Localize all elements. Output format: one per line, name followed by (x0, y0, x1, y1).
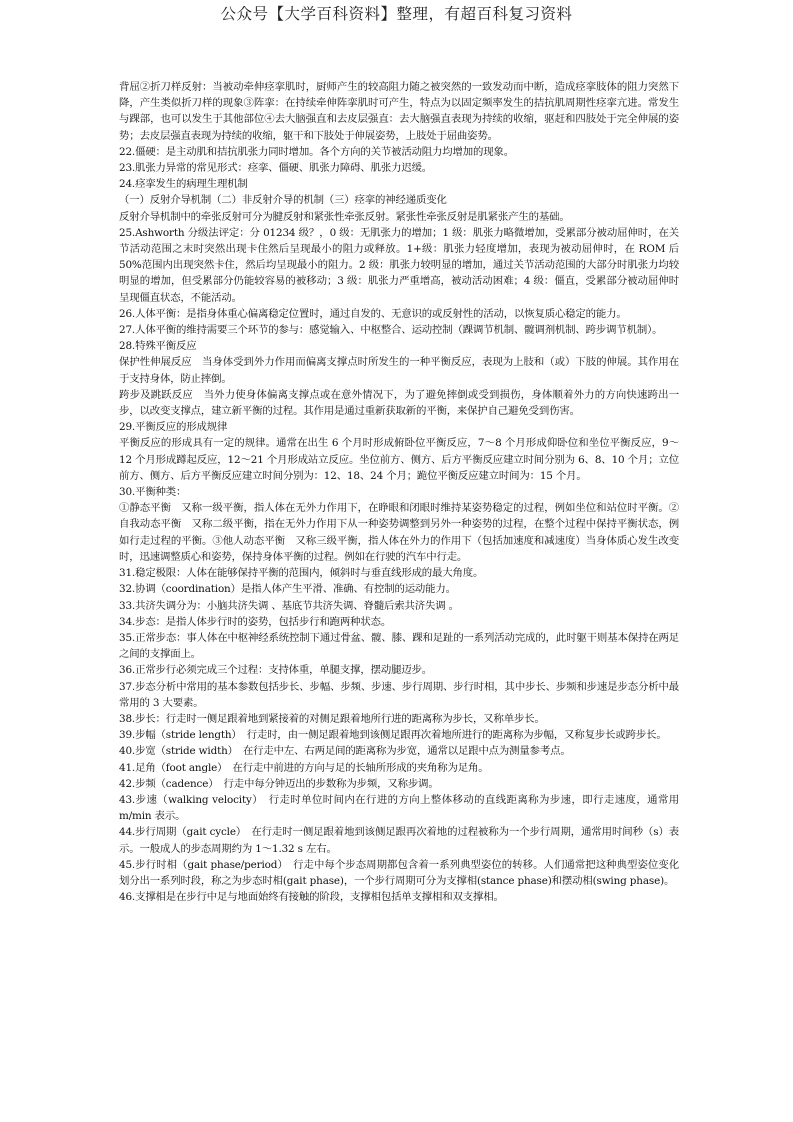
paragraph-25-ashworth: 25.Ashworth 分级法评定：分 01234 级？，0 级：无肌张力的增加；1 级：肌张力略微增加，受累部分被动屈伸时，在关节活动范围之末时突然出现卡住然后呈现最小的阻力或释放。1+级：肌张力轻度增加，表现为被动屈伸时，在 ROM 后 50%范围内出现突然卡住，然后均呈现最小的阻力。2 级：肌张力较明显的增加，通过关节活动范围的大部分时肌张力均较明显的增加，但受累部分仍能较容易的被移动；3 级：肌张力严重增高，被动活动困难；4 级：僵直，受累部分被动屈伸时呈现僵直状态，不能活动。 (119, 226, 679, 304)
paragraph-40-stride-width: 40.步宽（stride width） 在行走中左、右两足间的距离称为步宽，通常以足跟中点为测量参考点。 (119, 745, 571, 758)
paragraph-30-title: 30.平衡种类： (119, 486, 187, 499)
paragraph-28-title: 28.特殊平衡反应 (119, 340, 197, 353)
paragraph-41-foot-angle: 41.足角（foot angle） 在行走中前进的方向与足的长轴所形成的夹角称为足角。 (119, 761, 489, 774)
paragraph-reflex-types: 背屈②折刀样反射：当被动牵伸痉挛肌时，厨师产生的较高阻力随之被突然的一致发动而中断，造成痉挛肢体的阻力突然下降，产生类似折刀样的现象③阵挛：在持续牵伸阵挛肌时可产生，特点为以固定频率发生的拮抗肌周期性痉挛亢进。常发生与踝部，也可以发生于其他部位④去大脑强直和去皮层强直：去大脑强直表现为持续的收缩，驱赶和四肢处于完全伸展的姿势；去皮层强直表现为持续的收缩，躯干和下肢处于伸展姿势，上肢处于屈曲姿势。 (119, 81, 679, 142)
paragraph-29-rules: 平衡反应的形成具有一定的规律。通常在出生 6 个月时形成俯卧位平衡反应，7～8 个月形成仰卧位和坐位平衡反应，9～12 个月形成蹲起反应，12～21 个月形成站立反应。坐位前方、侧方、后方平衡反应建立时间分别为 6、8、10 个月；立位前方、侧方、后方平衡反应建立时间分别为：12、18、24 个月；跪位平衡反应建立时间为：15 个月。 (119, 437, 679, 482)
paragraph-26-balance: 26.人体平衡：是指身体重心偏离稳定位置时，通过自发的、无意识的或反射性的活动，以恢复质心稳定的能力。 (119, 307, 627, 320)
paragraph-37-parameters: 37.步态分析中常用的基本参数包括步长、步幅、步频、步速、步行周期、步行时相，其中步长、步频和步速是步态分析中最常用的 3 大要素。 (119, 680, 679, 709)
paragraph-27-maintenance: 27.人体平衡的维持需要三个环节的参与：感觉输入、中枢整合、运动控制（踝调节机制、髋调剂机制、跨步调节机制）。 (119, 324, 663, 337)
page-header: 公众号【大学百科资料】整理，有超百科复习资料 (220, 5, 573, 23)
paragraph-30-types: ①静态平衡 又称一级平衡，指人体在无外力作用下，在睁眼和闭眼时维持某姿势稳定的过程，例如坐位和站位时平衡。②自我动态平衡 又称二级平衡，指在无外力作用下从一种姿势调整到另外一种姿势的过程，在整个过程中保持平衡状态，例如行走过程的平衡。③他人动态平衡 又称三级平衡，指人体在外力的作用下（包括加速度和减速度）当身体质心发生改变时，迅速调整质心和姿势，保持身体平衡的过程。例如在行驶的汽车中行走。 (119, 502, 679, 563)
paragraph-22-rigidity: 22.僵硬：是主动肌和拮抗肌张力同时增加。各个方向的关节被活动阻力均增加的现象。 (119, 145, 514, 158)
paragraph-35-normal-gait: 35.正常步态：事人体在中枢神经系统控制下通过骨盆、髋、膝、踝和足趾的一系列活动完成的，此时躯干则基本保持在两足之间的支撑面上。 (119, 631, 679, 661)
paragraph-34-gait: 34.步态：是指人体步行时的姿势，包括步行和跑两种状态。 (119, 615, 392, 628)
paragraph-43-velocity: 43.步速（walking velocity） 行走时单位时间内在行进的方向上整体移动的直线距离称为步速，即行走速度，通常用 m/min 表示。 (119, 793, 679, 823)
paragraph-28-protective: 保护性伸展反应 当身体受到外力作用而偏离支撑点时所发生的一种平衡反应，表现为上肢和（或）下肢的伸展。其作用在于支持身体，防止摔倒。 (119, 356, 679, 385)
paragraph-24-mechanisms: （一）反射介导机制（二）非反射介导的机制（三）痉挛的神经递质变化 (119, 194, 447, 207)
paragraph-46-stance: 46.支撑相是在步行中足与地面始终有接触的阶段，支撑相包括单支撑相和双支撑相。 (119, 891, 504, 904)
paragraph-36-processes: 36.正常步行必须完成三个过程：支持体重，单腿支撑，摆动腿迈步。 (119, 664, 433, 677)
paragraph-33-ataxia: 33.共济失调分为：小脑共济失调 、基底节共济失调、脊髓后索共济失调 。 (119, 599, 459, 612)
paragraph-39-stride-length: 39.步幅（stride length） 行走时，由一侧足跟着地到该侧足跟再次着地所进行的距离称为步幅，又称复步长或跨步长。 (119, 729, 667, 742)
paragraph-38-step-length: 38.步长：行走时一侧足跟着地到紧接着的对侧足跟着地所行进的距离称为步长，又称单步长。 (119, 712, 545, 725)
paragraph-24-stretch-reflex: 反射介导机制中的牵张反射可分为腱反射和紧张性牵张反射。紧张性牵张反射是肌紧张产生的基础。 (119, 210, 570, 223)
paragraph-31-limit: 31.稳定极限：人体在能够保持平衡的范围内，倾斜时与垂直线形成的最大角度。 (119, 567, 484, 580)
paragraph-44-gait-cycle: 44.步行周期（gait cycle） 在行走时一侧足跟着地到该侧足跟再次着地的过程被称为一个步行周期，通常用时间秒（s）表示。一般成人的步态周期约为 1～1.32 s 左右。 (119, 826, 679, 855)
document-body (119, 79, 679, 905)
paragraph-29-title: 29.平衡反应的形成规律 (119, 421, 228, 434)
paragraph-28-stepping: 跨步及跳跃反应 当外力使身体偏离支撑点或在意外情况下，为了避免摔倒或受到损伤，身体顺着外力的方向快速跨出一步，以改变支撑点，建立新平衡的过程。其作用是通过重新获取新的平衡，来保护自己避免受到伤害。 (119, 388, 679, 418)
paragraph-32-coordination: 32.协调（coordination）是指人体产生平滑、准确、有控制的运动能力。 (119, 583, 456, 596)
paragraph-45-gait-phase: 45.步行时相（gait phase/period） 行走中每个步态周期都包含着一系列典型姿位的转移。人们通常把这种典型姿位变化划分出一系列时段，称之为步态时相(gait phase)，一个步行周期可分为支撑相(stance phase)和摆动相(swing phase)。 (119, 858, 679, 887)
paragraph-42-cadence: 42.步频（cadence） 行走中每分钟迈出的步数称为步频，又称步调。 (119, 777, 439, 790)
paragraph-23-tone-forms: 23.肌张力异常的常见形式：痉挛、僵硬、肌张力障碍、肌张力迟缓。 (119, 162, 433, 175)
paragraph-24-title: 24.痉挛发生的病理生理机制 (119, 178, 248, 191)
